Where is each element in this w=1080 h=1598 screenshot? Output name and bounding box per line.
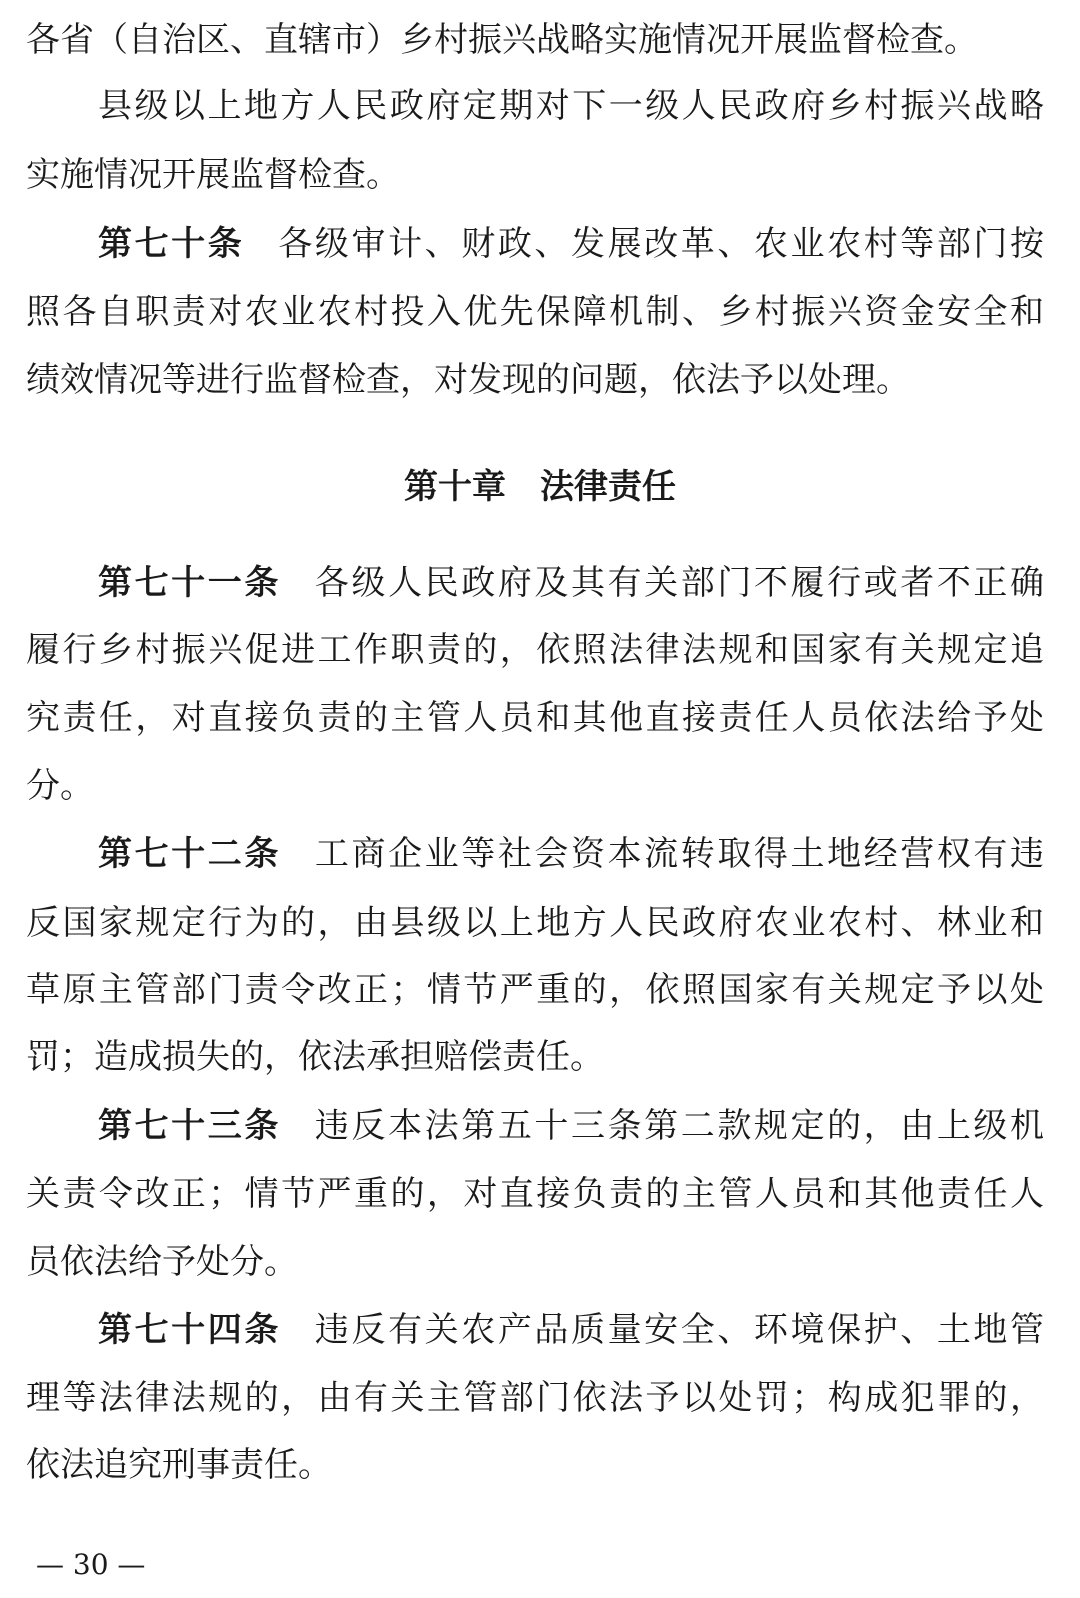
text-line: 各省（自治区、直辖市）乡村振兴战略实施情况开展监督检查。 xyxy=(26,20,978,60)
text-line: 履行乡村振兴促进工作职责的，依照法律法规和国家有关规定追 xyxy=(26,630,1044,670)
text-line: 员依法给予处分。 xyxy=(26,1242,298,1282)
paragraph-text: 县级以上地方人民政府定期对下一级人民政府乡村振兴战略 xyxy=(98,86,1044,126)
article-70-text: 各级审计、财政、发展改革、农业农村等部门按 xyxy=(278,224,1044,264)
article-73-paragraph xyxy=(98,1096,1044,1156)
article-73-text: 违反本法第五十三条第二款规定的，由上级机 xyxy=(314,1106,1044,1146)
text-line: 反国家规定行为的，由县级以上地方人民政府农业农村、林业和 xyxy=(26,903,1044,943)
text-line: 分。 xyxy=(26,766,94,806)
page-number: — 30 — xyxy=(36,1548,146,1581)
text-line: 草原主管部门责令改正；情节严重的，依照国家有关规定予以处 xyxy=(26,970,1044,1010)
text-line: 关责令改正；情节严重的，对直接负责的主管人员和其他责任人 xyxy=(26,1174,1044,1214)
article-72-heading: 第七十二条 xyxy=(98,834,281,874)
article-71-heading: 第七十一条 xyxy=(98,563,281,603)
article-74-text: 违反有关农产品质量安全、环境保护、土地管 xyxy=(314,1310,1044,1350)
article-74-paragraph xyxy=(98,1300,1044,1360)
article-73-heading: 第七十三条 xyxy=(98,1106,281,1146)
article-71-paragraph xyxy=(98,553,1044,613)
chapter-title: 第十章 法律责任 xyxy=(404,467,676,507)
article-71-text: 各级人民政府及其有关部门不履行或者不正确 xyxy=(314,563,1044,603)
text-line: 照各自职责对农业农村投入优先保障机制、乡村振兴资金安全和 xyxy=(26,292,1044,332)
text-line: 实施情况开展监督检查。 xyxy=(26,155,400,195)
text-line: 依法追究刑事责任。 xyxy=(26,1445,332,1485)
text-line: 理等法律法规的，由有关主管部门依法予以处罚；构成犯罪的， xyxy=(26,1378,1044,1418)
article-72-paragraph xyxy=(98,824,1044,884)
article-70-paragraph xyxy=(98,214,1044,274)
text-line: 究责任，对直接负责的主管人员和其他直接责任人员依法给予处 xyxy=(26,698,1044,738)
article-74-heading: 第七十四条 xyxy=(98,1310,281,1350)
article-70-heading: 第七十条 xyxy=(98,224,245,264)
article-72-text: 工商企业等社会资本流转取得土地经营权有违 xyxy=(314,834,1044,874)
text-line: 绩效情况等进行监督检查，对发现的问题，依法予以处理。 xyxy=(26,360,910,400)
text-line: 罚；造成损失的，依法承担赔偿责任。 xyxy=(26,1037,604,1077)
